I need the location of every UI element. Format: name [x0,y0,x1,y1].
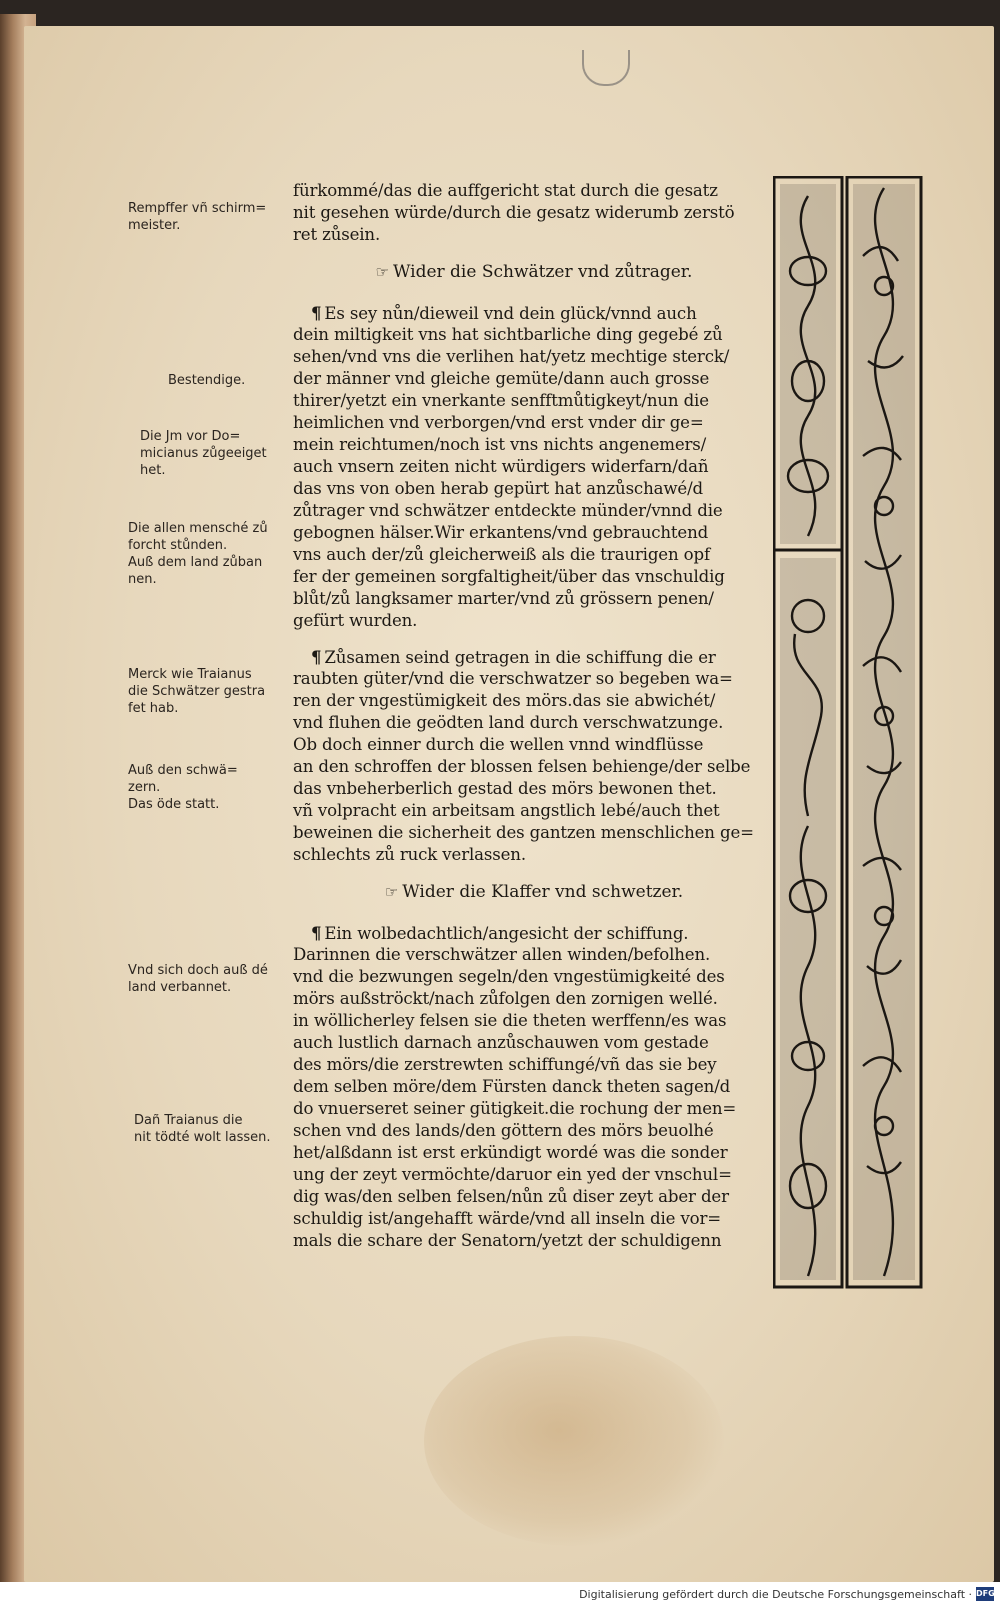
text-line: vnd die bezwungen segeln/den vngestümigkeité des [293,967,725,986]
text-line: mein reichtumen/noch ist vns nichts angenemers/ [293,435,707,454]
margin-note: Die Jm vor Do= micianus zůgeeiget het. [140,429,267,478]
text-line: fer der gemeinen sorgfaltigheit/über das vnschuldig [293,567,725,586]
paragraph-mark-icon: ¶ [311,647,322,667]
text-line: ¶ Es sey nůn/dieweil vnd dein glück/vnnd auch [311,303,697,323]
margin-note: Bestendige. [168,373,246,388]
text-line: mals die schare der Senatorn/yetzt der schuldigenn [293,1231,722,1250]
paragraph-mark-icon: ¶ [311,923,322,943]
text-line: blůt/zů langksamer marter/vnd zů grössern penen/ [293,589,714,608]
margin-note: Vnd sich doch auß dé land verbannet. [128,963,268,995]
paragraph-mark-icon: ¶ [311,303,322,323]
margin-note: Merck wie Traianus die Schwätzer gestra fet hab. [128,667,266,716]
text-line: ¶ Zůsamen seind getragen in die schiffung die er [311,647,716,667]
text-line: auch vnsern zeiten nicht würdigers widerfarn/dañ [293,457,709,476]
text-line: dig was/den selben felsen/nůn zů diser zeyt aber der [293,1187,729,1206]
text-line: schen vnd des lands/den göttern des mörs beuolhé [293,1121,714,1140]
section-heading-text: Wider die Schwätzer vnd zůtrager. [392,262,693,282]
text-line: vnd fluhen die geödten land durch verschwatzunge. [293,713,724,732]
text-line: zůtrager vnd schwätzer entdeckte münder/vnnd die [293,501,723,520]
text-line: das vnbeherberlich gestad des mörs bewonen thet. [293,779,717,798]
text-line: schlechts zů ruck verlassen. [293,845,526,864]
text-line: gefürt wurden. [293,611,418,630]
text-line: ung der zeyt vermöchte/daruor ein yed der vnschul= [293,1165,732,1184]
text-line: nit gesehen würde/durch die gesatz widerumb zerstö [293,203,735,222]
text-line: het/alßdann ist erst erkündigt wordé was die sonder [293,1143,728,1162]
pointing-hand-icon: ☞ [375,263,389,281]
text-line: der männer vnd gleiche gemüte/dann auch grosse [293,369,710,388]
text-line: Ob doch einner durch die wellen vnnd windflüsse [293,735,704,754]
text-line: mörs außströckt/nach zůfolgen den zornigen wellé. [293,989,718,1008]
text-line: thirer/yetzt ein vnerkante senfftmůtigkeyt/nun die [293,391,709,410]
text-line: vns auch der/zů gleicherweiß als die traurigen opf [293,545,710,564]
margin-note: Dañ Traianus die nit tödté wolt lassen. [134,1113,271,1145]
text-line: auch lustlich darnach anzůschauwen vom gestade [293,1033,709,1052]
margin-note: Die allen mensché zů forcht stůnden. Auß dem land zůban nen. [128,521,268,587]
text-line: dein miltigkeit vns hat sichtbarliche ding gegebé zů [293,325,723,344]
text-line: heimlichen vnd verborgen/vnd erst vnder dir ge= [293,413,704,432]
text-line: raubten güter/vnd die verschwatzer so begeben wa= [293,669,733,688]
section-heading-text: Wider die Klaffer vnd schwetzer. [402,882,684,902]
text-line: gebognen hälser.Wir erkantens/vnd gebrauchtend [293,523,709,542]
margin-note: Auß den schwä= zern. Das öde statt. [128,763,238,812]
dfg-logo: DFG [976,1587,994,1601]
pointing-hand-icon: ☞ [384,883,399,901]
text-line: schuldig ist/angehafft wärde/vnd all inseln die vor= [293,1209,722,1228]
text-line: ¶ Ein wolbedachtlich/angesicht der schiffung. [311,923,689,943]
text-line: ren der vngestümigkeit des mörs.das sie abwichét/ [293,691,716,710]
page-clip [582,50,630,86]
water-stain [424,1336,724,1546]
text-line: dem selben möre/dem Fürsten danck theten sagen/d [293,1077,731,1096]
footer-credit: Digitalisierung gefördert durch die Deutsche Forschungsgemeinschaft · [579,1588,972,1601]
text-line: an den schroffen der blossen felsen behienge/der selbe [293,757,751,776]
text-line: do vnuerseret seiner gütigkeit.die rochung der men= [293,1099,737,1118]
text-line: sehen/vnd vns die verlihen hat/yetz mechtige sterck/ [293,347,730,366]
paragraph-gap [293,632,775,646]
text-line: beweinen die sicherheit des gantzen menschlichen ge= [293,823,754,842]
text-line: das vns von oben herab gepürt hat anzůschawé/d [293,479,703,498]
section-heading [293,880,775,904]
text-line: fürkommé/das die auffgericht stat durch die gesatz [293,181,718,200]
text-line: in wöllicherley felsen sie die theten werffenn/es was [293,1011,727,1030]
text-line: ret zůsein. [293,225,381,244]
woodcut-border-ornament [773,176,923,1289]
text-line: des mörs/die zerstrewten schiffungé/vñ das sie bey [293,1055,717,1074]
margin-note: Rempffer vñ schirm= meister. [128,201,267,233]
text-line: Darinnen die verschwätzer allen winden/befolhen. [293,945,711,964]
section-heading [293,260,775,284]
footer-bar [0,1582,1000,1608]
main-text-column [293,180,775,1252]
text-line: vñ volpracht ein arbeitsam angstlich lebé/auch thet [293,801,720,820]
